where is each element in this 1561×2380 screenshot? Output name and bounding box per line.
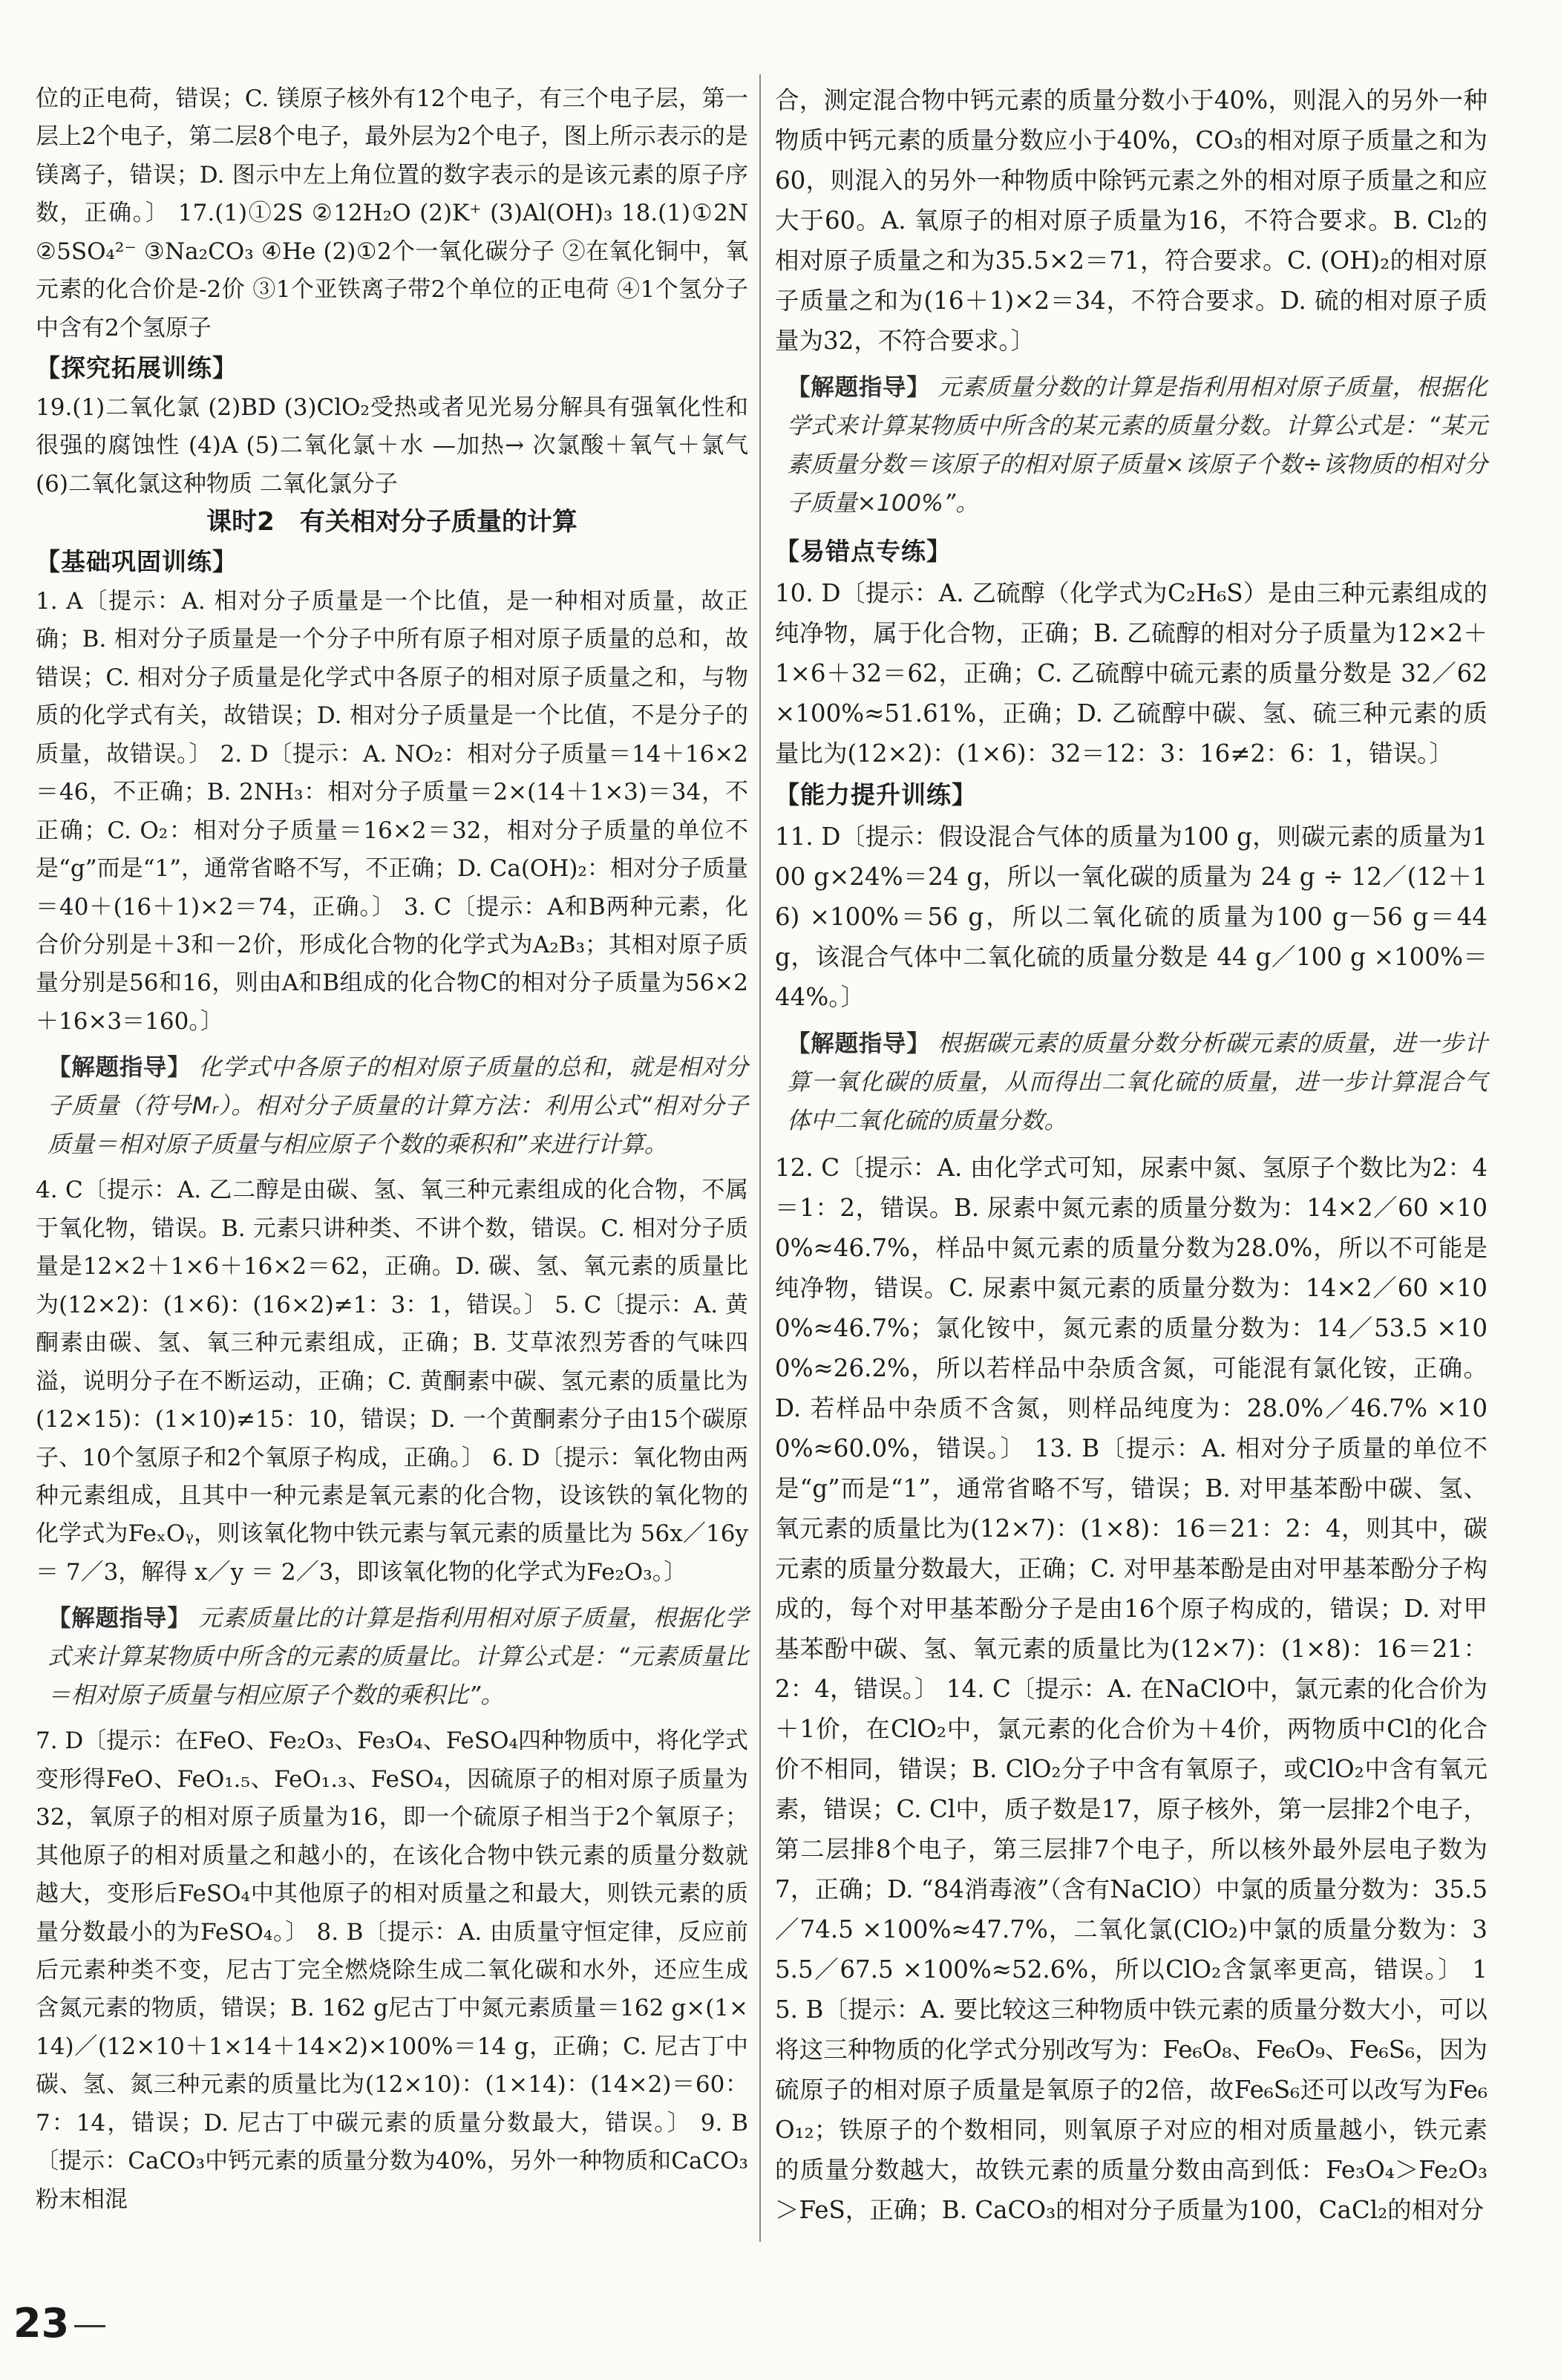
- answer-paragraph: 位的正电荷，错误；C. 镁原子核外有12个电子，有三个电子层，第一层上2个电子，第二层8个电子，最外层为2个电子，图上所示表示的是镁离子，错误；D. 图示中左上角位置的数字表示的是该元素的原子序数，正确。〕 17.(1)①2S ②12H₂O (2)K⁺ (3)Al(OH)₃ 18.(1)①2N ②5SO₄²⁻ ③Na₂CO₃ ④He (2)①2个一氧化碳分子 ②在氧化铜中，氧元素的化合价是-2价 ③1个亚铁离子带2个单位的正电荷 ④1个氢分子中含有2个氢原子: [36, 85, 748, 341]
- solution-guide: [36, 1048, 748, 1164]
- section-heading-row: [36, 541, 748, 582]
- answer-paragraph: 1. A〔提示：A. 相对分子质量是一个比值，是一种相对质量，故正确；B. 相对分子质量是一个分子中所有原子相对原子质量的总和，故错误；C. 相对分子质量是化学式中各原子的相对原子质量之和，与物质的化学式有关，故错误；D. 相对分子质量是一个比值，不是分子的质量，故错误。〕 2. D〔提示：A. NO₂：相对分子质量＝14＋16×2＝46，不正确；B. 2NH₃：相对分子质量＝2×(14＋1×3)＝34，不正确；C. O₂：相对分子质量＝16×2＝32，相对分子质量的单位不是“g”而是“1”，通常省略不写，不正确；D. Ca(OH)₂：相对分子质量＝40＋(16＋1)×2＝74，正确。〕 3. C〔提示：A和B两种元素，化合价分别是＋3和－2价，形成化合物的化学式为A₂B₃；其相对原子质量分别是56和16，则由A和B组成的化合物C的相对分子质量为56×2＋16×3＝160。〕: [36, 587, 748, 1035]
- section-heading: 【能力提升训练】: [775, 780, 977, 809]
- left-column: [36, 80, 748, 2219]
- solution-guide-label: 【解题指导】: [787, 1030, 931, 1057]
- section-heading: 【易错点专练】: [775, 537, 952, 566]
- answer-paragraph: 19.(1)二氧化氯 (2)BD (3)ClO₂受热或者见光易分解具有强氧化性和很强的腐蚀性 (4)A (5)二氧化氯＋水 —加热→ 次氯酸＋氧气＋氯气 (6)二氧化氯这种物质 二氧化氯分子: [36, 393, 748, 497]
- solution-guide-text: 化学式中各原子的相对原子质量的总和，就是相对分子质量（符号Mᵣ）。相对分子质量的计算方法：利用公式“相对分子质量＝相对原子质量与相应原子个数的乘积和”来进行计算。: [48, 1054, 748, 1159]
- solution-guide-label: 【解题指导】: [787, 374, 931, 401]
- solution-guide: [36, 1599, 748, 1715]
- column-divider: [759, 74, 761, 2242]
- solution-guide-label: 【解题指导】: [48, 1054, 192, 1082]
- right-column: [775, 80, 1488, 2230]
- lesson-title: 课时2 有关相对分子质量的计算: [206, 506, 577, 537]
- solution-guide: [775, 368, 1488, 523]
- section-heading-row: [775, 774, 1488, 817]
- answer-paragraph: 4. C〔提示：A. 乙二醇是由碳、氢、氧三种元素组成的化合物，不属于氧化物，错误。B. 元素只讲种类、不讲个数，错误。C. 相对分子质量是12×2＋1×6＋16×2＝62，正确。D. 碳、氢、氧元素的质量比为(12×2)：(1×6)：(16×2)≠1：3：1，错误。〕 5. C〔提示：A. 黄酮素由碳、氢、氧三种元素组成，正确；B. 艾草浓烈芳香的气味四溢，说明分子在不断运动，正确；C. 黄酮素中碳、氢元素的质量比为(12×15)：(1×10)≠15：10，错误；D. 一个黄酮素分子由15个碳原子、10个氢原子和2个氧原子构成，正确。〕 6. D〔提示：氧化物由两种元素组成，且其中一种元素是氧元素的化合物，设该铁的氧化物的化学式为FeₓOᵧ，则该氧化物中铁元素与氧元素的质量比为 56x／16y ＝ 7／3，解得 x／y ＝ 2／3，即该氧化物的化学式为Fe₂O₃。〕: [36, 1177, 748, 1586]
- section-heading: 【基础巩固训练】: [36, 547, 238, 577]
- answer-paragraph: 11. D〔提示：假设混合气体的质量为100 g，则碳元素的质量为100 g×24%＝24 g，所以一氧化碳的质量为 24 g ÷ 12／(12＋16) ×100%＝56 g，所以二氧化硫的质量为100 g－56 g＝44 g，该混合气体中二氧化硫的质量分数是 44 g／100 g ×100%＝44%。〕: [775, 823, 1488, 1011]
- answer-paragraph: 10. D〔提示：A. 乙硫醇（化学式为C₂H₆S）是由三种元素组成的纯净物，属于化合物，正确；B. 乙硫醇的相对分子质量为12×2＋1×6＋32＝62，正确；C. 乙硫醇中硫元素的质量分数是 32／62 ×100%≈51.61%，正确；D. 乙硫醇中碳、氢、硫三种元素的质量比为(12×2)：(1×6)：32＝12：3：16≠2：6：1，错误。〕: [775, 579, 1488, 768]
- page-number: 23: [13, 2300, 70, 2347]
- solution-guide: [775, 1024, 1488, 1140]
- section-heading-row: [36, 347, 748, 388]
- answer-paragraph: 合，测定混合物中钙元素的质量分数小于40%，则混入的另外一种物质中钙元素的质量分数应小于40%，CO₃的相对原子质量之和为60，则混入的另外一种物质中除钙元素之外的相对原子质量之和应大于60。A. 氧原子的相对原子质量为16，不符合要求。B. Cl₂的相对原子质量之和为35.5×2＝71，符合要求。C. (OH)₂的相对原子质量之和为(16＋1)×2＝34，不符合要求。D. 硫的相对原子质量为32，不符合要求。〕: [775, 86, 1488, 355]
- solution-guide-text: 元素质量比的计算是指利用相对原子质量，根据化学式来计算某物质中所含的元素的质量比。计算公式是：“元素质量比＝相对原子质量与相应原子个数的乘积比”。: [48, 1605, 748, 1710]
- page-number-dash: [74, 2325, 105, 2327]
- answer-paragraph: 7. D〔提示：在FeO、Fe₂O₃、Fe₃O₄、FeSO₄四种物质中，将化学式变形得FeO、FeO₁.₅、FeO₁.₃、FeSO₄，因硫原子的相对原子质量为32，氧原子的相对原子质量为16，即一个硫原子相当于2个氧原子；其他原子的相对质量之和越小的，在该化合物中铁元素的质量分数就越大，变形后FeSO₄中其他原子的相对质量之和最大，则铁元素的质量分数最小的为FeSO₄。〕 8. B〔提示：A. 由质量守恒定律，反应前后元素种类不变，尼古丁完全燃烧除生成二氧化碳和水外，还应生成含氮元素的物质，错误；B. 162 g尼古丁中氮元素质量＝162 g×(1×14)／(12×10＋1×14＋14×2)×100%＝14 g，正确；C. 尼古丁中碳、氢、氮三种元素的质量比为(12×10)：(1×14)：(14×2)＝60：7：14，错误；D. 尼古丁中碳元素的质量分数最大，错误。〕 9. B〔提示：CaCO₃中钙元素的质量分数为40%，另外一种物质和CaCO₃粉末相混: [36, 1727, 748, 2213]
- section-heading: 【探究拓展训练】: [36, 353, 238, 383]
- solution-guide-text: 元素质量分数的计算是指利用相对原子质量，根据化学式来计算某物质中所含的某元素的质量分数。计算公式是：“某元素质量分数＝该原子的相对原子质量×该原子个数÷该物质的相对分子质量×100%”。: [787, 374, 1488, 517]
- solution-guide-label: 【解题指导】: [48, 1605, 192, 1632]
- solution-guide-text: 根据碳元素的质量分数分析碳元素的质量，进一步计算一氧化碳的质量，从而得出二氧化硫的质量，进一步计算混合气体中二氧化硫的质量分数。: [787, 1030, 1488, 1134]
- section-heading-row: [775, 530, 1488, 573]
- answer-paragraph: 12. C〔提示：A. 由化学式可知，尿素中氮、氢原子个数比为2：4＝1：2，错误。B. 尿素中氮元素的质量分数为：14×2／60 ×100%≈46.7%，样品中氮元素的质量分数为28.0%，所以不可能是纯净物，错误。C. 尿素中氮元素的质量分数为：14×2／60 ×100%≈46.7%；氯化铵中，氮元素的质量分数为：14／53.5 ×100%≈26.2%，所以若样品中杂质含氮，可能混有氯化铵，正确。D. 若样品中杂质不含氮，则样品纯度为：28.0%／46.7% ×100%≈60.0%，错误。〕 13. B〔提示：A. 相对分子质量的单位不是“g”而是“1”，通常省略不写，错误；B. 对甲基苯酚中碳、氢、氧元素的质量比为(12×7)：(1×8)：16＝21：2：4，则其中，碳元素的质量分数最大，正确；C. 对甲基苯酚是由对甲基苯酚分子构成的，每个对甲基苯酚分子是由16个原子构成的，错误；D. 对甲基苯酚中碳、氢、氧元素的质量比为(12×7)：(1×8)：16＝21：2：4，错误。〕 14. C〔提示：A. 在NaClO中，氯元素的化合价为＋1价，在ClO₂中，氯元素的化合价为＋4价，两物质中Cl的化合价不相同，错误；B. ClO₂分子中含有氧原子，或ClO₂中含有氧元素，错误；C. Cl中，质子数是17，原子核外，第一层排2个电子，第二层排8个电子，第三层排7个电子，所以核外最外层电子数为7，正确；D. “84消毒液”（含有NaClO）中氯的质量分数为：35.5／74.5 ×100%≈47.7%，二氧化氯(ClO₂)中氯的质量分数为：35.5／67.5 ×100%≈52.6%，所以ClO₂含氯率更高，错误。〕 15. B〔提示：A. 要比较这三种物质中铁元素的质量分数大小，可以将这三种物质的化学式分别改写为：Fe₆O₈、Fe₆O₉、Fe₆S₆，因为硫原子的相对原子质量是氧原子的2倍，故Fe₆S₆还可以改写为Fe₆O₁₂；铁原子的个数相同，则氧原子对应的相对质量越小，铁元素的质量分数越大，故铁元素的质量分数由高到低：Fe₃O₄＞Fe₂O₃＞FeS，正确；B. CaCO₃的相对分子质量为100，CaCl₂的相对分: [775, 1154, 1488, 2224]
